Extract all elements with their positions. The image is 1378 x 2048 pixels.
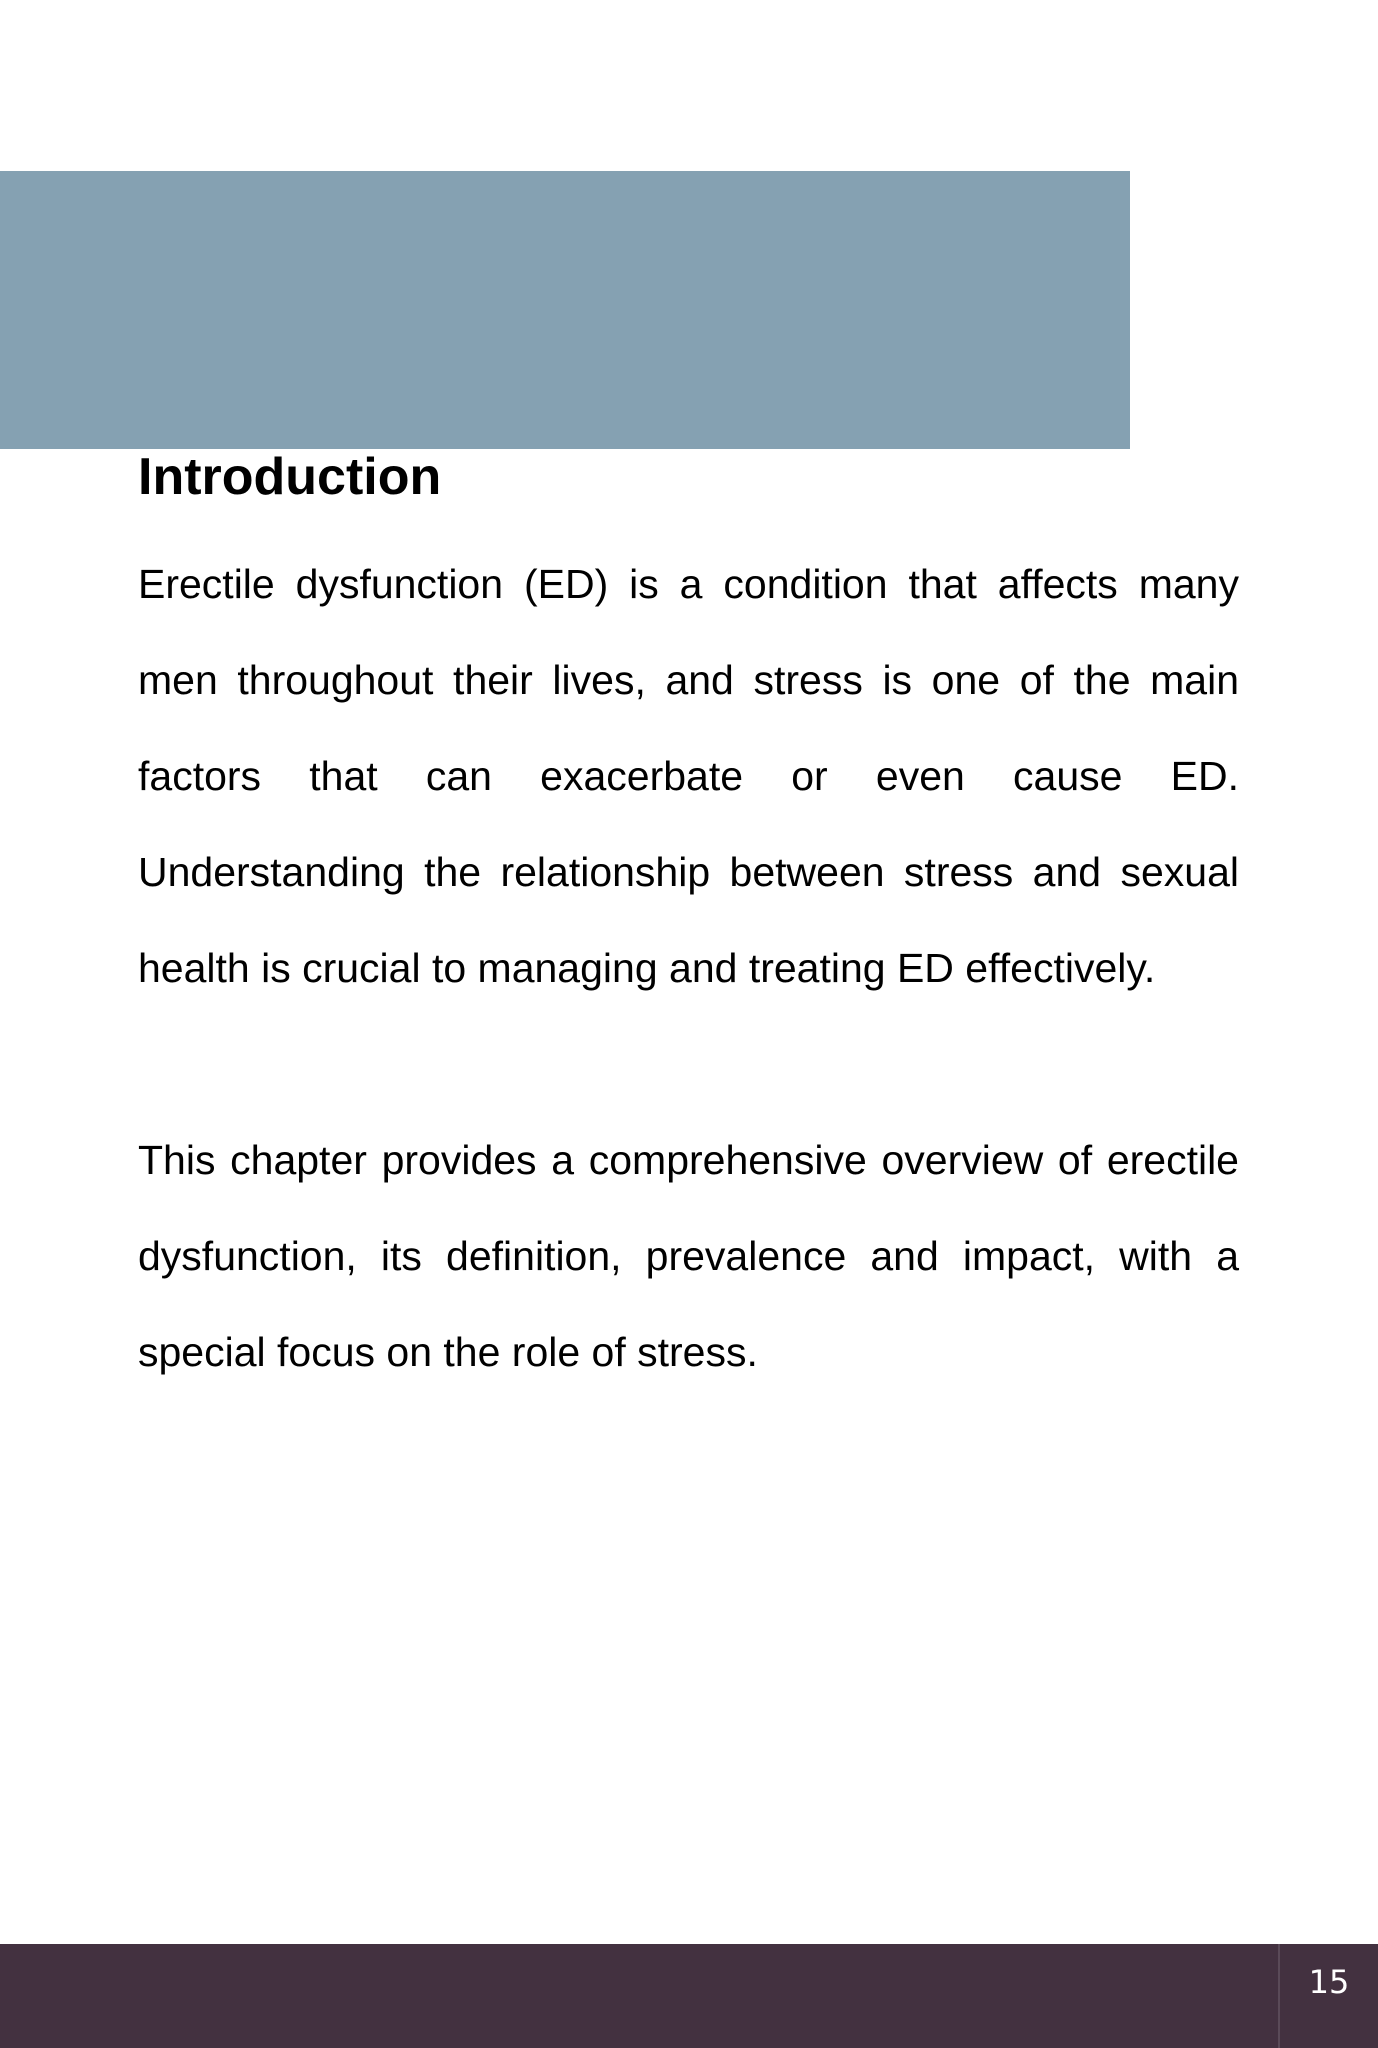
page-number: 15: [1308, 1963, 1350, 2001]
body-text: [138, 536, 1239, 1400]
page-footer: [0, 1944, 1378, 2048]
chapter-header-band: [0, 171, 1130, 506]
paragraph: This chapter provides a comprehensive overview of erectile dysfunction, its definition, prevalence and impact, with a special focus on the role of stress.: [138, 1137, 1239, 1375]
chapter-title: Introduction: [138, 448, 442, 506]
paragraph: Erectile dysfunction (ED) is a condition that affects many men throughout their lives, and stress is one of the main factors that can exacerbate or even cause ED. Understanding the relationship between stress and sexual health is crucial to managing and treating ED effectively.: [138, 561, 1239, 991]
